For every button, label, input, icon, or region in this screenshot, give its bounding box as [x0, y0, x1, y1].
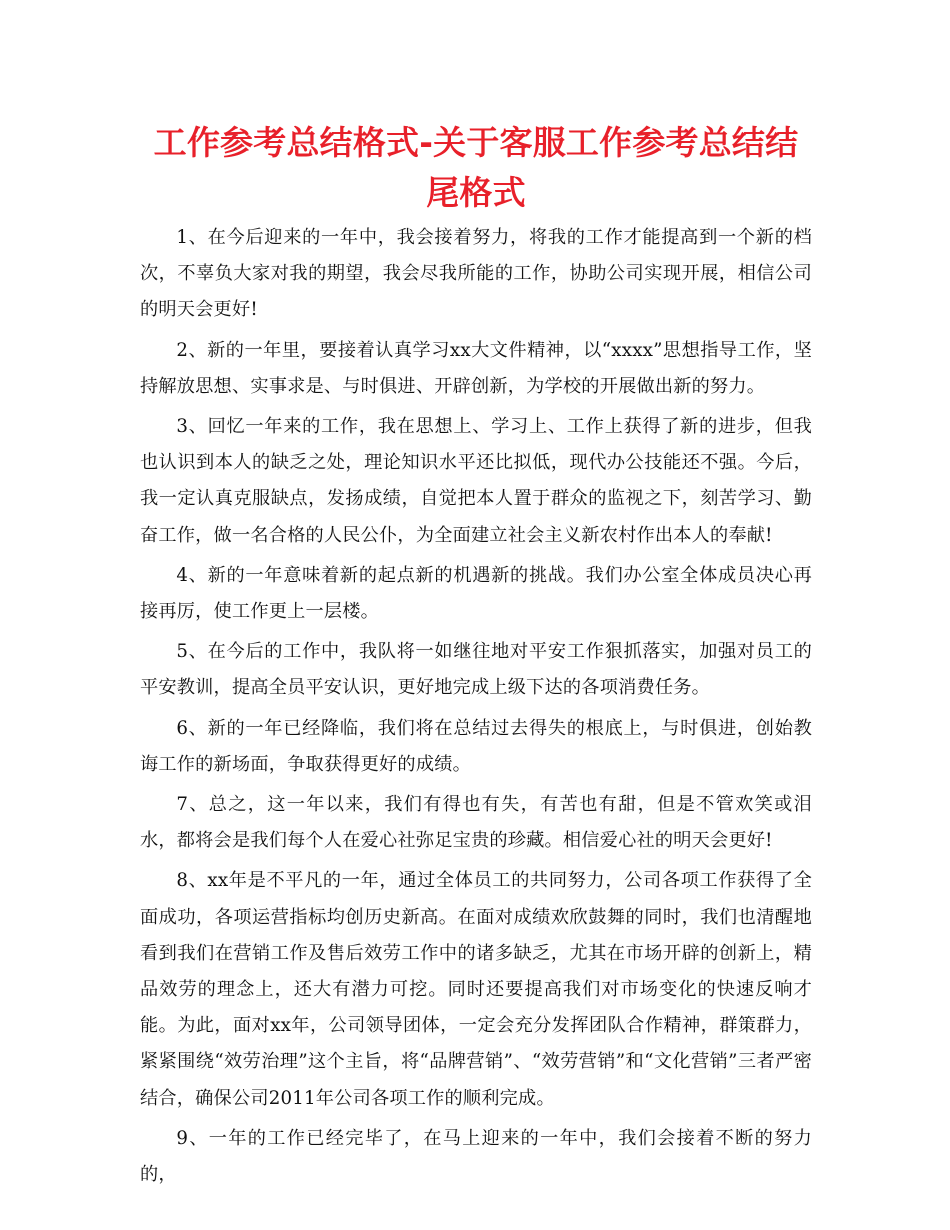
paragraph-7: 7、总之，这一年以来，我们有得也有失，有苦也有甜，但是不管欢笑或泪水，都将会是我们每个人在爱心社弥足宝贵的珍藏。相信爱心社的明天会更好!: [140, 794, 812, 852]
paragraph-5: 5、在今后的工作中，我队将一如继往地对平安工作狠抓落实，加强对员工的平安教训，提高全员平安认识，更好地完成上级下达的各项消费任务。: [140, 641, 812, 699]
document-title: 工作参考总结格式-关于客服工作参考总结结尾格式: [153, 123, 799, 212]
paragraph-3: 3、回忆一年来的工作，我在思想上、学习上、工作上获得了新的进步，但我也认识到本人的缺乏之处，理论知识水平还比拟低，现代办公技能还不强。今后，我一定认真克服缺点，发扬成绩，自觉把本人置于群众的监视之下，刻苦学习、勤奋工作，做一名合格的人民公仆，为全面建立社会主义新农村作出本人的奉献!: [140, 416, 812, 546]
document-page: [140, 118, 812, 1197]
paragraph-1: 1、在今后迎来的一年中，我会接着努力，将我的工作才能提高到一个新的档次，不辜负大家对我的期望，我会尽我所能的工作，协助公司实现开展，相信公司的明天会更好!: [140, 227, 812, 321]
paragraph-6: 6、新的一年已经降临，我们将在总结过去得失的根底上，与时俱进，创始教诲工作的新场面，争取获得更好的成绩。: [140, 717, 812, 775]
paragraph-2: 2、新的一年里，要接着认真学习xx大文件精神，以“xxxx”思想指导工作，坚持解放思想、实事求是、与时俱进、开辟创新，为学校的开展做出新的努力。: [140, 339, 812, 397]
document-body: [140, 220, 812, 1193]
paragraph-8: 8、xx年是不平凡的一年，通过全体员工的共同努力，公司各项工作获得了全面成功，各项运营指标均创历史新高。在面对成绩欢欣鼓舞的同时，我们也清醒地看到我们在营销工作及售后效劳工作中的诸多缺乏，尤其在市场开辟的创新上，精品效劳的理念上，还大有潜力可挖。同时还要提高我们对市场变化的快速反响才能。为此，面对xx年，公司领导团体，一定会充分发挥团队合作精神，群策群力，紧紧围绕“效劳治理”这个主旨，将“品牌营销”、“效劳营销”和“文化营销”三者严密结合，确保公司2011年公司各项工作的顺利完成。: [140, 870, 812, 1109]
paragraph-4: 4、新的一年意味着新的起点新的机遇新的挑战。我们办公室全体成员决心再接再厉，使工作更上一层楼。: [140, 564, 812, 623]
paragraph-9: 9、一年的工作已经完毕了，在马上迎来的一年中，我们会接着不断的努力的，: [140, 1127, 812, 1186]
